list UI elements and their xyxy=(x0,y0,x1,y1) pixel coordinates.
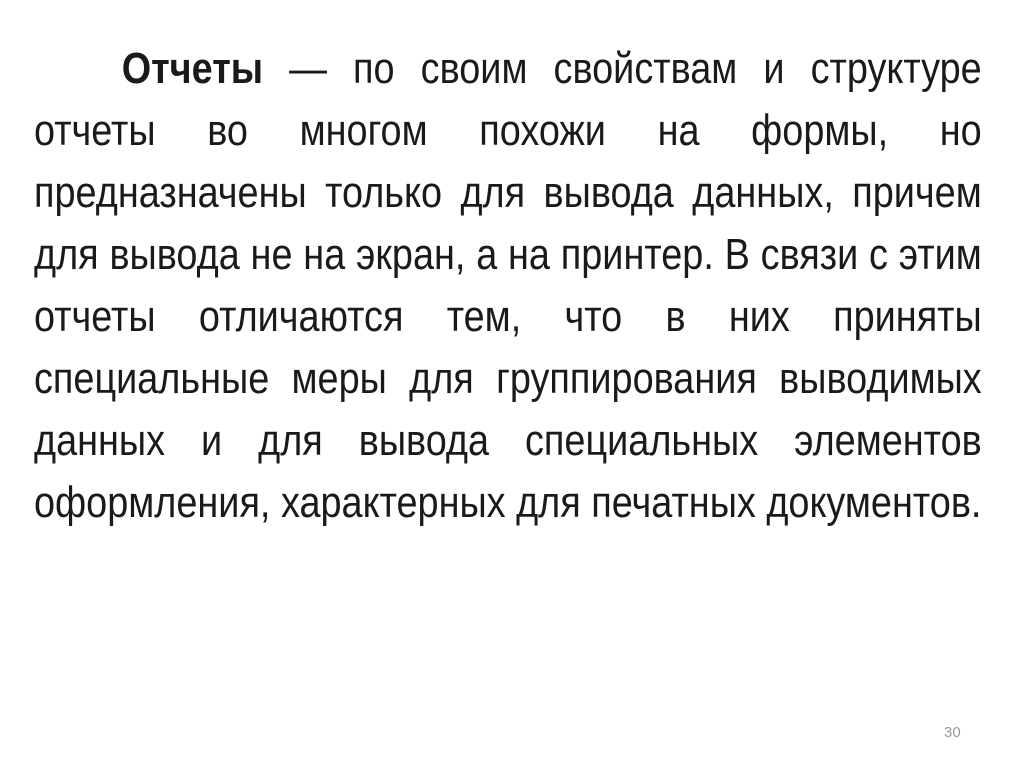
slide-body-text xyxy=(34,38,982,534)
page-number: 30 xyxy=(944,724,961,741)
term-definition: — по своим свойствам и структуре отчеты во многом похожи на формы, но предназначены только для вывода данных, причем для вывода не на экран, а на принтер. В связи с этим отчеты отличаются тем, что в них приняты специальные меры для группирования выводимых данных и для вывода специальных элементов оформления, характерных для печатных документов. xyxy=(34,44,982,527)
term-heading: Отчеты xyxy=(121,44,264,93)
